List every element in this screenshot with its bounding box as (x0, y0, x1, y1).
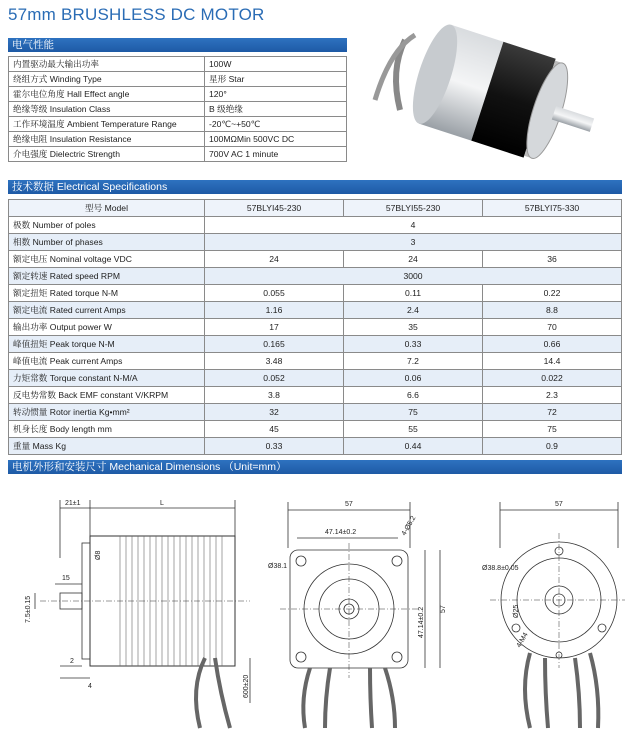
specs-value: 24 (205, 251, 344, 268)
specs-value: 8.8 (483, 302, 622, 319)
specs-label: 机身长度 Body length mm (9, 421, 205, 438)
specs-row (9, 217, 622, 234)
property-value: 120° (205, 87, 347, 102)
motor-photo (355, 10, 625, 190)
dim-front-d38: Ø38.1 (268, 563, 288, 570)
specs-header-cell: 型号 Model (9, 200, 205, 217)
specs-value: 32 (205, 404, 344, 421)
property-label: 绝缘电阻 Insulation Resistance (9, 132, 205, 147)
dim-front-47-side: 47.14±0.2 (418, 606, 425, 638)
property-row (9, 117, 347, 132)
specs-value: 75 (483, 421, 622, 438)
specs-row (9, 234, 622, 251)
specs-row (9, 353, 622, 370)
specs-label: 额定扭矩 Rated torque N-M (9, 285, 205, 302)
dim-side-d8: Ø8 (95, 550, 102, 560)
property-label: 内置驱动最大输出功率 (9, 57, 205, 72)
specs-label: 反电势常数 Back EMF constant V/KRPM (9, 387, 205, 404)
specs-row (9, 336, 622, 353)
specs-value: 6.6 (344, 387, 483, 404)
specs-value: 0.22 (483, 285, 622, 302)
properties-table (8, 56, 347, 162)
specs-header-cell: 57BLYI45-230 (205, 200, 344, 217)
specs-row (9, 421, 622, 438)
specs-value: 0.44 (344, 438, 483, 455)
specs-row (9, 438, 622, 455)
specs-row (9, 285, 622, 302)
specs-value: 0.66 (483, 336, 622, 353)
dim-side-2: 2 (70, 658, 74, 665)
dim-side-600: 600±20 (243, 674, 250, 698)
specs-value: 24 (344, 251, 483, 268)
property-label: 绕组方式 Winding Type (9, 72, 205, 87)
dim-back-57: 57 (555, 501, 563, 508)
specs-label: 重量 Mass Kg (9, 438, 205, 455)
specs-value: 2.3 (483, 387, 622, 404)
specs-row (9, 387, 622, 404)
specs-header-cell: 57BLYI75-330 (483, 200, 622, 217)
property-row (9, 57, 347, 72)
dim-back-m4: 4-M4 (515, 631, 530, 649)
side-view (35, 500, 250, 728)
specs-label: 额定电流 Rated current Amps (9, 302, 205, 319)
specs-label: 力矩常数 Torque constant N-M/A (9, 370, 205, 387)
specs-value: 4 (205, 217, 622, 234)
property-label: 绝缘等级 Insulation Class (9, 102, 205, 117)
specs-value: 72 (483, 404, 622, 421)
specs-value: 75 (344, 404, 483, 421)
specs-header-cell: 57BLYI55-230 (344, 200, 483, 217)
specs-value: 45 (205, 421, 344, 438)
specs-value: 14.4 (483, 353, 622, 370)
property-row (9, 87, 347, 102)
property-label: 工作环境温度 Ambient Temperature Range (9, 117, 205, 132)
section-specs-header: 技术数据 Electrical Specifications (8, 180, 622, 194)
property-label: 介电强度 Dielectric Strength (9, 147, 205, 162)
dim-front-57: 57 (345, 501, 353, 508)
specs-label: 相数 Number of phases (9, 234, 205, 251)
specs-value: 0.33 (205, 438, 344, 455)
specs-label: 峰值扭矩 Peak torque N-M (9, 336, 205, 353)
specs-value: 0.055 (205, 285, 344, 302)
specs-value: 3000 (205, 268, 622, 285)
back-view (490, 502, 625, 728)
dim-side-L: L (160, 500, 164, 507)
property-row (9, 72, 347, 87)
property-value: B 级绝缘 (205, 102, 347, 117)
dim-side-4: 4 (88, 683, 92, 690)
dim-side-21: 21±1 (65, 500, 81, 507)
dim-back-d38: Ø38.8±0.05 (482, 565, 519, 572)
dim-side-15: 15 (62, 575, 70, 582)
specs-value: 0.052 (205, 370, 344, 387)
specs-header-row (9, 200, 622, 217)
property-row (9, 147, 347, 162)
specs-value: 0.11 (344, 285, 483, 302)
specs-label: 额定电压 Nominal voltage VDC (9, 251, 205, 268)
property-row (9, 102, 347, 117)
dim-back-d25: Ø25 (513, 604, 520, 618)
specs-row (9, 319, 622, 336)
property-value: 700V AC 1 minute (205, 147, 347, 162)
property-value: 星形 Star (205, 72, 347, 87)
specs-value: 35 (344, 319, 483, 336)
mechanical-drawings (0, 488, 630, 741)
property-value: -20℃~+50℃ (205, 117, 347, 132)
specs-value: 3.48 (205, 353, 344, 370)
specs-label: 转动惯量 Rotor inertia Kg•mm² (9, 404, 205, 421)
specs-label: 峰值电流 Peak current Amps (9, 353, 205, 370)
specs-table (8, 199, 622, 455)
property-value: 100W (205, 57, 347, 72)
specs-label: 额定转速 Rated speed RPM (9, 268, 205, 285)
specs-value: 0.165 (205, 336, 344, 353)
property-label: 霍尔电位角度 Hall Effect angle (9, 87, 205, 102)
property-value: 100MΩMin 500VC DC (205, 132, 347, 147)
dim-front-47-top: 47.14±0.2 (325, 529, 357, 536)
specs-label: 输出功率 Output power W (9, 319, 205, 336)
property-row (9, 132, 347, 147)
specs-value: 3.8 (205, 387, 344, 404)
specs-value: 55 (344, 421, 483, 438)
dim-side-75: 7.5±0.15 (25, 595, 32, 623)
section-electrical-header: 电气性能 (8, 38, 347, 52)
front-view (280, 502, 440, 728)
specs-row (9, 370, 622, 387)
specs-value: 0.06 (344, 370, 483, 387)
specs-value: 17 (205, 319, 344, 336)
specs-row (9, 268, 622, 285)
page-title: 57mm BRUSHLESS DC MOTOR (8, 5, 265, 24)
specs-value: 36 (483, 251, 622, 268)
specs-value: 1.16 (205, 302, 344, 319)
specs-value: 0.9 (483, 438, 622, 455)
specs-value: 2.4 (344, 302, 483, 319)
specs-value: 0.33 (344, 336, 483, 353)
specs-row (9, 302, 622, 319)
specs-row (9, 251, 622, 268)
specs-value: 0.022 (483, 370, 622, 387)
section-mech-header: 电机外形和安装尺寸 Mechanical Dimensions （Unit=mm） (8, 460, 622, 474)
specs-value: 7.2 (344, 353, 483, 370)
specs-value: 3 (205, 234, 622, 251)
specs-row (9, 404, 622, 421)
dim-front-d52: 4-Ø5.2 (400, 514, 418, 537)
specs-value: 70 (483, 319, 622, 336)
specs-label: 极数 Number of poles (9, 217, 205, 234)
dim-front-57-side: 57 (440, 605, 447, 613)
